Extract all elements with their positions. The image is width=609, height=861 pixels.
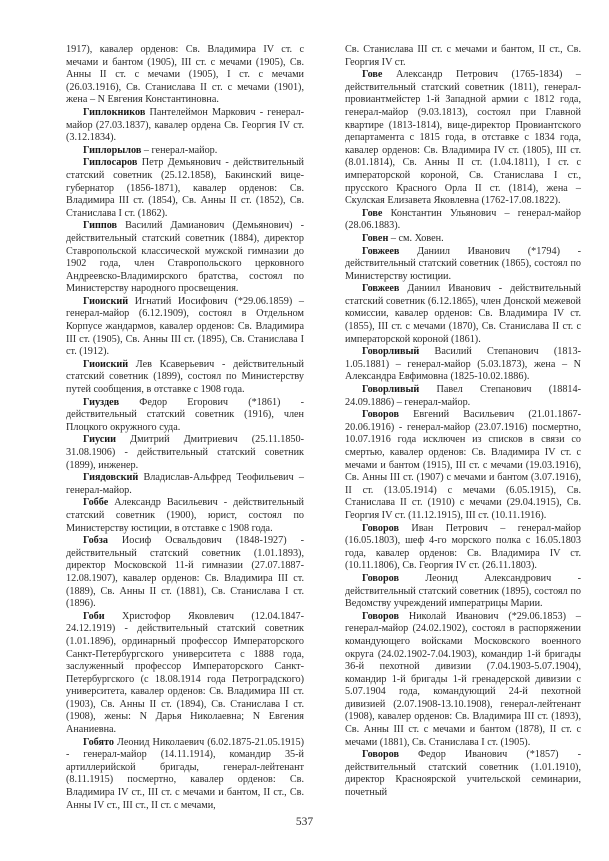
entry-heading: Говжеев <box>362 283 400 295</box>
entry-text: Христофор Яковлевич (12.04.1847-24.12.1919) - действительный статский советник (1.01.1896), ординарный профессор Императорского Санкт-Петербургского университета с 1888 года, заслуженный профессор Императорского Санкт-Петербургского (с 18.08.1914 года Петроградского) университета, кавалер орденов: Св. Владимира III ст. (1903), Св. Анны II ст. (1894), Св. Станислава I ст. (1908), жены: N Дарья Николаевна; N Евгения Ананиевна. <box>66 610 304 736</box>
entry <box>66 296 304 359</box>
entry-text: Александр Васильевич - действительный статский советник (1900), юрист, состоял по Министерству юстиции, в отставке с 1908 года. <box>66 497 304 534</box>
entry-heading: Говорливый <box>362 384 420 396</box>
entry <box>345 749 581 799</box>
entry-text: Василий Степанович (1813-1.05.1881) – генерал-майор (5.03.1873), жена – N Александра Евфимовна (1825-10.02.1886). <box>345 346 581 383</box>
entry-heading: Говжеев <box>362 245 400 257</box>
entry <box>345 233 581 246</box>
entry-text: Евгений Васильевич (21.01.1867-20.06.1916) - генерал-майор (23.07.1916) посмертно, 10.07.1916 года исключен из списков в связи со смертью, кавалер орденов: Св. Владимира IV ст. с мечами и бантом (1915), III ст. с мечами (19.03.1916), Св. Анны III ст. (1907) с мечами и бантом (3.07.1916), II ст. (13.05.1914) с мечами (6.05.1915), Св. Станислава II ст. (1910) с мечами (29.04.1915), Св. Георгия IV ст. (11.12.1915), III ст. (10.11.1916). <box>345 409 581 521</box>
entry-heading: Гиплосаров <box>83 157 138 169</box>
entry-text: Св. Станислава III ст. с мечами и бантом, II ст., Св. Георгия IV ст. <box>345 44 581 68</box>
entry-heading: Говоров <box>362 610 399 622</box>
entry <box>345 409 581 522</box>
entry-heading: Гиуздев <box>83 396 120 408</box>
entry-text: – генерал-майор. <box>141 144 218 156</box>
entry-text: Павел Степанович (18814-24.09.1886) – генерал-майор. <box>345 384 581 408</box>
entry-heading: Гобято <box>83 736 114 748</box>
entry <box>66 472 304 497</box>
entry <box>66 397 304 435</box>
entry-text: Даниил Иванович - действительный статский советник (6.12.1865), член Донской межевой комиссии, кавалер орденов: Св. Владимира IV ст. (1855), III ст. с мечами (1870), Св. Станислава II ст. с императорской короной (1861). <box>345 283 581 345</box>
entry <box>66 535 304 611</box>
entry <box>345 523 581 573</box>
entry-text: Константин Ульянович – генерал-майор (28.06.1883). <box>345 207 581 232</box>
entry-text: Лев Ксаверьевич - действительный статский советник (1899), состоял по Министерству путей сообщения, в отставке с 1908 года. <box>66 358 304 396</box>
entry-text: Федор Иванович (*1857) - действительный статский советник (1.01.1910), директор Красноярской учительской семинарии, почетный <box>345 749 581 799</box>
entry-heading: Говоров <box>362 522 399 534</box>
entry-heading: Гиоиский <box>83 358 129 370</box>
entry-text: Василий Дамианович (Демьянович) - действительный статский советник (1884), директор Ставропольской классической мужской гимназии до 1902 года, член Ставропольского церковного Андреевско-Владимирского братства, состоял по Министерству народного просвещения. <box>66 220 304 295</box>
entry-heading: Гиусии <box>83 434 117 446</box>
entry-heading: Гиоиский <box>83 295 129 307</box>
entry <box>345 246 581 284</box>
entry-heading: Гобза <box>83 535 108 547</box>
entry <box>345 283 581 346</box>
entry-text: Дмитрий Дмитриевич (25.11.1850-31.08.1906) - действительный статский советник (1899), инженер. <box>66 434 304 471</box>
entry <box>345 573 581 611</box>
entry-heading: Гове <box>362 207 383 219</box>
entry-heading: Говорливый <box>362 346 420 358</box>
entry-text: Петр Демьянович - действительный статский советник (25.12.1858), Бакинский вице-губернатор (1856-1871), кавалер орденов: Св. Владимира III ст. (1854), Св. Анны II ст. (1852), Св. Станислава I ст. (1862). <box>66 157 304 219</box>
entry-text: Пантелеймон Маркович - генерал-майор (27.03.1837), кавалер ордена Св. Георгия IV ст. (3.12.1834). <box>66 106 304 144</box>
entry-continuation <box>66 44 304 107</box>
entry-heading: Говен <box>362 232 389 244</box>
entry-heading: Гове <box>362 69 383 81</box>
entry <box>66 107 304 145</box>
entry <box>66 145 304 158</box>
entry-heading: Гиппов <box>83 220 118 232</box>
entry <box>345 384 581 409</box>
entry-heading: Говоров <box>362 409 399 421</box>
entry-text: Иван Петрович – генерал-майор (16.05.1803), шеф 4-го морского полка с 16.05.1803 года, кавалер орденов: Св. Владимира IV ст. (10.11.1806), Св. Георгия IV ст. (26.11.1803). <box>345 522 581 572</box>
entry-heading: Гоби <box>83 610 105 622</box>
entry <box>66 157 304 220</box>
entry-heading: Говоров <box>362 749 399 761</box>
entry <box>345 208 581 233</box>
entry-text: Леонид Николаевич (6.02.1875-21.05.1915) - генерал-майор (14.11.1914), командир 35-й артиллерийской бригады, генерал-лейтенант (8.11.1915) посмертно, кавалер орденов: Св. Владимира IV ст., III ст. с мечами и бантом, II ст., Св. Анны IV ст., III ст., II ст. с мечами, <box>66 736 304 811</box>
entry <box>345 346 581 384</box>
entry-heading: Гиядовский <box>83 472 139 484</box>
entry-heading: Гиплорылов <box>83 144 142 156</box>
entry-text: Федор Егорович (*1861) - действительный статский советник (1916), член Плоцкого окружного суда. <box>66 396 304 433</box>
entry <box>345 611 581 750</box>
entry-heading: Гиплокников <box>83 106 146 118</box>
entry <box>345 69 581 208</box>
right-column <box>345 44 581 800</box>
entry-text: Николай Иванович (*29.06.1853) – генерал-майор (24.02.1902), состоял в распоряжении командующего войсками Московского военного округа (24.02.1902-7.04.1903), командир 1-й бригады 36-й пехотной дивизии (7.04.1903-5.07.1904), командир 1-й бригады 1-й гренадерской дивизии с 5.07.1904 года, командующий 24-й пехотной дивизией (2.07.1908-13.10.1908), генерал-лейтенант (1908), кавалер орденов: Св. Владимира III ст. (1893), Св. Анны III ст. с мечами и бантом (1878), II ст. с мечами (1881), Св. Станислава I ст. (1905). <box>345 610 581 748</box>
entry-text: Владислав-Альфред Теофильевич – генерал-майор. <box>66 472 304 496</box>
entry <box>66 737 304 813</box>
entry-text: Иосиф Освальдович (1848-1927) - действительный статский советник (1.01.1893), директор Московской 11-й гимназии (27.07.1887-12.08.1907), кавалер орденов: Св. Владимира III ст. (1889), Св. Анны II ст. (1881), Св. Станислава I ст. (1896). <box>66 535 304 610</box>
entry-heading: Гоббе <box>83 497 109 509</box>
entry-text: 1917), кавалер орденов: Св. Владимира IV ст. с мечами и бантом (1905), III ст. с мечами (1905), Св. Анны II ст. с мечами (1905), I ст. с мечами (26.03.1916), Св. Станислава II ст. с мечами (1901), жена – N Евгения Константиновна. <box>66 44 304 106</box>
entry-text: Александр Петрович (1765-1834) – действительный статский советник (1811), генерал-провиантмейстер 1-й Западной армии с 1812 года, генерал-майор (9.03.1813), состоял при Главной квартире (1813-1814), вице-директор Провиантского департамента с 1815 года, в отставке с 1834 года, кавалер орденов: Св. Владимира IV ст. (1805), III ст. (8.01.1814), Св. Анны II ст. (1.04.1811), I ст. с императорской короной, Св. Станислава I ст., прусского Красного Орла II ст. (1814), жена – Скулская Елизавета Яковлевна (1762-17.08.1822). <box>345 69 581 207</box>
entry <box>66 359 304 397</box>
entry-text: – см. Ховен. <box>388 232 444 244</box>
entry <box>66 497 304 535</box>
entry <box>66 220 304 296</box>
entry <box>66 611 304 737</box>
entry-continuation <box>345 44 581 69</box>
entry-heading: Говоров <box>362 572 399 584</box>
page-number: 537 <box>295 816 314 828</box>
left-column <box>66 44 304 812</box>
entry-text: Игнатий Иосифович (*29.06.1859) – генерал-майор (6.12.1909), состоял в Отдельном Корпусе жандармов, кавалер орденов: Св. Владимира III ст. (1905), Св. Анны III ст. (1895), Св. Станислава I ст. (1912). <box>66 295 304 358</box>
entry-text: Даниил Иванович (*1794) - действительный статский советник (1865), состоял по Министерству юстиции. <box>345 245 581 282</box>
entry-text: Леонид Александрович - действительный статский советник (1895), состоял по Ведомству учреждений императрицы Марии. <box>345 572 581 610</box>
entry <box>66 434 304 472</box>
